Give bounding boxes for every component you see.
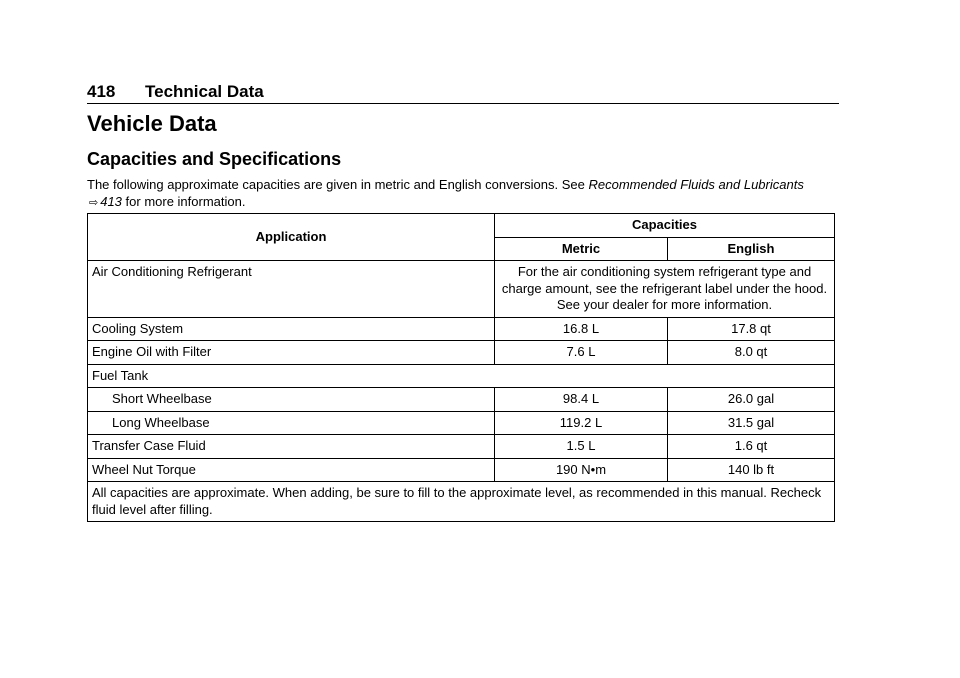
table-header-row: [88, 214, 835, 238]
metric-value: 190 N•m: [495, 458, 668, 482]
row-label: Wheel Nut Torque: [88, 458, 495, 482]
intro-text-before: The following approximate capacities are given in metric and English conversions. See: [87, 177, 589, 192]
english-value: 140 lb ft: [668, 458, 835, 482]
row-label: Air Conditioning Refrigerant: [88, 261, 495, 318]
table-footnote-row: [88, 482, 835, 522]
table-footnote: All capacities are approximate. When adding, be sure to fill to the approximate level, as recommended in this manual. Recheck fluid level after filling.: [88, 482, 835, 522]
table-row: [88, 341, 835, 365]
metric-value: 119.2 L: [495, 411, 668, 435]
intro-text-after: for more information.: [121, 193, 246, 209]
page-number: 418: [87, 82, 116, 101]
section-title: Capacities and Specifications: [87, 149, 342, 169]
table-row: [88, 364, 835, 388]
english-value: 1.6 qt: [668, 435, 835, 459]
row-label: Long Wheelbase: [88, 411, 495, 435]
row-label: Engine Oil with Filter: [88, 341, 495, 365]
metric-value: 16.8 L: [495, 317, 668, 341]
english-value: 31.5 gal: [668, 411, 835, 435]
fuel-tank-label: Fuel Tank: [88, 364, 835, 388]
capacities-header: Capacities: [495, 214, 835, 238]
metric-value: 1.5 L: [495, 435, 668, 459]
english-value: 8.0 qt: [668, 341, 835, 365]
metric-header: Metric: [495, 237, 668, 261]
metric-value: 98.4 L: [495, 388, 668, 412]
table-row: [88, 435, 835, 459]
english-value: 26.0 gal: [668, 388, 835, 412]
row-label: Short Wheelbase: [88, 388, 495, 412]
header-rule: [87, 103, 839, 104]
page-header: [87, 82, 839, 102]
page-title: Vehicle Data: [87, 111, 217, 136]
table-row: [88, 317, 835, 341]
fluids-reference-link[interactable]: Recommended Fluids and Lubricants: [588, 177, 804, 192]
capacities-table: [87, 213, 835, 522]
section-name: Technical Data: [145, 82, 264, 101]
page-reference-link[interactable]: 413: [100, 193, 122, 209]
ac-note: For the air conditioning system refrigerant type and charge amount, see the refrigerant label under the hood. See your dealer for more information.: [495, 261, 835, 318]
row-label: Transfer Case Fluid: [88, 435, 495, 459]
english-value: 17.8 qt: [668, 317, 835, 341]
table-row: [88, 261, 835, 318]
table-row: [88, 388, 835, 412]
intro-paragraph: [87, 177, 839, 211]
row-label: Cooling System: [88, 317, 495, 341]
metric-value: 7.6 L: [495, 341, 668, 365]
table-row: [88, 411, 835, 435]
english-header: English: [668, 237, 835, 261]
application-header: Application: [88, 214, 495, 261]
table-row: [88, 458, 835, 482]
book-reference-icon: ⇨: [89, 196, 99, 209]
